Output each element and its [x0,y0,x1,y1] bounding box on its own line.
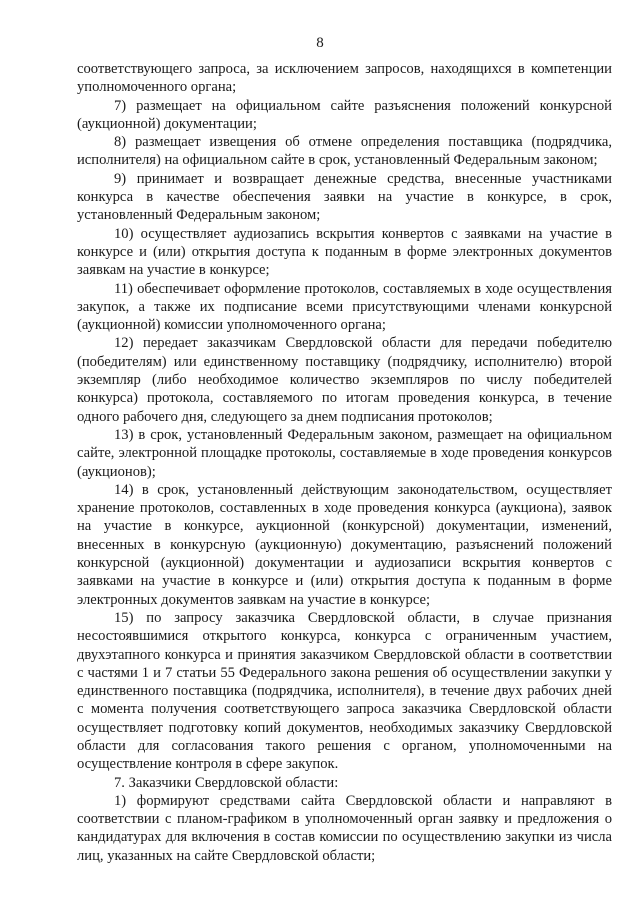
section-heading-7: 7. Заказчики Свердловской области: [114,774,339,791]
paragraph-item-13: 13) в срок, установленный Федеральным законом, размещает на официальном сайте, электронной площадке протоколы, составляемые в ходе проведения конкурсов (аукционов); [77,426,612,480]
page-number: 8 [316,35,324,51]
paragraph-item-9: 9) принимает и возвращает денежные средства, внесенные участниками конкурса в качестве обеспечения заявки на участие в конкурсе, в срок, установленный Федеральным законом; [77,170,612,224]
paragraph-continuation: соответствующего запроса, за исключением запросов, находящихся в компетенции уполномоченного органа; [77,61,612,96]
paragraph-subitem-1: 1) формируют средствами сайта Свердловской области и направляют в соответствии с планом-графиком в уполномоченный орган заявку и предложения о кандидатурах для включения в состав комиссии по осуществлению закупки из числа лиц, указанных на сайте Свердловской области; [77,792,612,864]
paragraph-item-8: 8) размещает извещения об отмене определения поставщика (подрядчика, исполнителя) на официальном сайте в срок, установленный Федеральным законом; [77,134,612,169]
paragraph-item-12: 12) передает заказчикам Свердловской области для передачи победителю (победителям) или единственному поставщику (подрядчику, исполнителю) второй экземпляр (либо необходимое количество экземпляров по числу победителей конкурса) протокола, составляемого по итогам проведения конкурса, в течение одного рабочего дня, следующего за днем подписания протоколов; [77,335,612,425]
paragraph-item-7: 7) размещает на официальном сайте разъяснения положений конкурсной (аукционной) документации; [77,97,612,132]
paragraph-item-14: 14) в срок, установленный действующим законодательством, осуществляет хранение протоколов, составленных в ходе проведения конкурса (аукциона), заявок на участие в конкурсе, аукционной (конкурсной) документации, изменений, внесенных в конкурсную (аукционную) документацию, разъяснений положений конкурсной (аукционной) документации и аудиозаписи вскрытия конвертов с заявками на участие в конкурсе и (или) открытия доступа к поданным в форме электронных документов заявкам на участие в конкурсе; [77,481,612,608]
paragraph-item-11: 11) обеспечивает оформление протоколов, составляемых в ходе осуществления закупок, а также их подписание всеми присутствующими членами конкурсной (аукционной) комиссии уполномоченного органа; [77,280,612,334]
paragraph-item-15: 15) по запросу заказчика Свердловской области, в случае признания несостоявшимися открытого конкурса, конкурса с ограниченным участием, двухэтапного конкурса и принятия заказчиком Свердловской области в соответствии с частями 1 и 7 статьи 55 Федерального закона решения об осуществлении закупки у единственного поставщика (подрядчика, исполнителя), в течение двух рабочих дней с момента получения соответствующего запроса заказчика Свердловской области осуществляет подготовку копий документов, необходимых заказчику Свердловской области для согласования такого решения с органом, уполномоченными на осуществление контроля в сфере закупок. [77,609,612,773]
document-body [77,60,612,865]
paragraph-item-10: 10) осуществляет аудиозапись вскрытия конвертов с заявками на участие в конкурсе и (или) открытия доступа к поданным в форме электронных документов заявкам на участие в конкурсе; [77,225,612,279]
